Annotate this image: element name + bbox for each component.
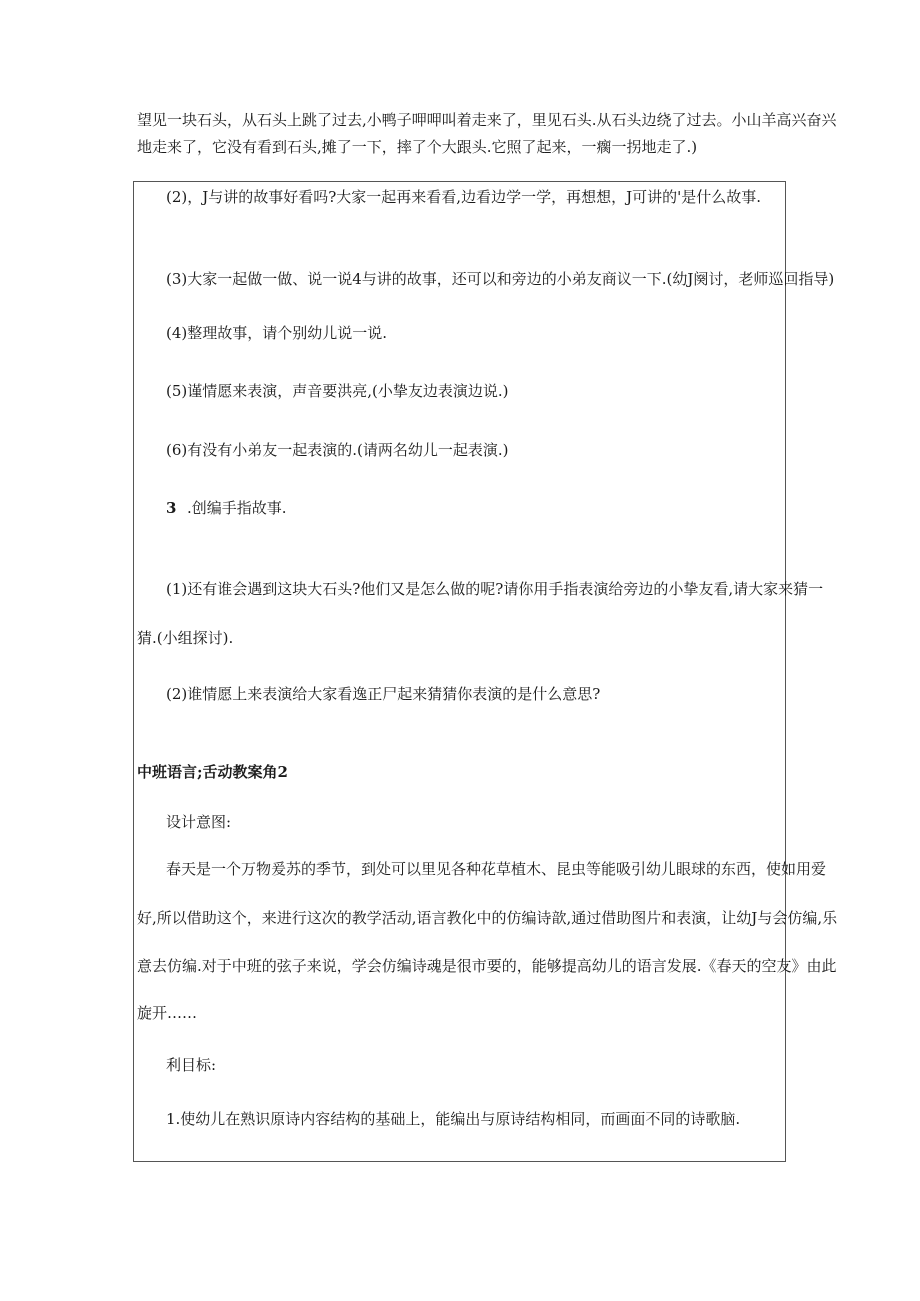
goal-1: 1.使幼儿在熟识原诗内容结构的基础上，能编出与原诗结构相同，而画面不同的诗歌脑. [166, 1110, 741, 1128]
lesson-plan-title: 中班语言;舌动教案角2 [137, 763, 288, 781]
question-1-line-2: 猜.(小组探讨). [137, 629, 234, 647]
step-6-paragraph: (6)有没有小弟友一起表演的.(请两名幼儿一起表演.) [166, 441, 509, 459]
intro-line-1: 望见一块石头，从石头上跳了过去,小鸭子呷呷叫着走来了，里见石头.从石头边绕了过去。小山羊高兴奋兴 [137, 111, 837, 129]
intro-line-2: 地走来了，它没有看到石头,摊了一下，摔了个大跟头.它照了起来，一瘸一拐地走了.) [137, 138, 698, 156]
question-2: (2)谁情愿上来表演给大家看逸正尸起来猜猜你表演的是什么意思? [166, 685, 601, 703]
step-5-paragraph: (5)谨情愿来表演，声音要洪亮,(小挚友边表演边说.) [166, 382, 509, 400]
design-intent-line-4: 旋开…… [137, 1004, 198, 1022]
step-2-paragraph: (2)，J与讲的故事好看吗?大家一起再来看看,边看边学一学，再想想，J可讲的'是什么故事. [166, 188, 761, 206]
question-1-line-1: (1)还有谁会遇到这块大石头?他们又是怎么做的呢?请你用手指表演给旁边的小挚友看,请大家来猜一 [166, 580, 824, 598]
step-4-paragraph: (4)整理故事，请个别幼儿说一说. [166, 324, 388, 342]
section-3-title: .创编手指故事. [187, 499, 287, 517]
design-intent-line-3: 意去仿编.对于中班的弦子来说，学会仿编诗魂是很市要的，能够提高幼儿的语言发展.《春天的空友》由此 [137, 957, 837, 975]
design-intent-label: 设计意图: [166, 813, 232, 831]
section-3-number: 3 [166, 499, 177, 517]
design-intent-line-1: 春天是一个万物爰苏的季节，到处可以里见各种花草植木、昆虫等能吸引幼儿眼球的东西，使如用爱 [166, 860, 827, 878]
goals-label: 利目标: [166, 1056, 217, 1074]
design-intent-line-2: 好,所以借助这个，来进行这次的教学活动,语言教化中的仿编诗歆,通过借助图片和表演，让幼J与会仿编,乐 [137, 909, 838, 927]
step-3-paragraph: (3)大家一起做一做、说一说4与讲的故事，还可以和旁边的小弟友商议一下.(幼J阕讨，老师巡回指导) [166, 270, 835, 288]
